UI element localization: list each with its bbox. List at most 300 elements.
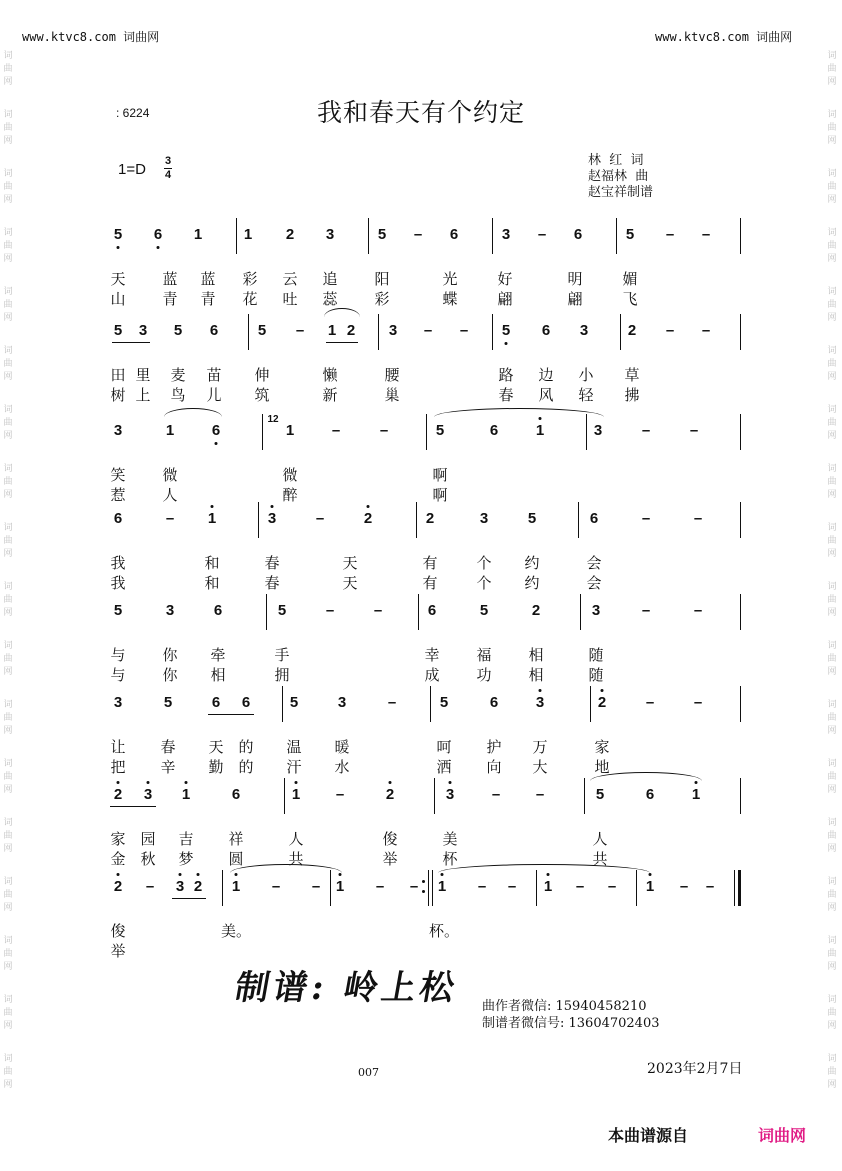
lyric-verse-1: 好 [497, 270, 513, 288]
note: – [641, 602, 651, 619]
barline [740, 502, 741, 538]
lyric-verse-1: 啊 [432, 466, 448, 484]
lyric-verse-1: 小 [578, 366, 594, 384]
note: – [295, 322, 305, 339]
side-watermark-glyph: 曲 [827, 477, 837, 487]
low-octave-dot [215, 442, 218, 445]
note: 1 [535, 422, 545, 439]
lyric-verse-1: 草 [624, 366, 640, 384]
octave-dot [117, 873, 120, 876]
side-watermark-glyph: 词 [827, 877, 837, 887]
side-watermark-glyph: 网 [827, 844, 837, 854]
lyric-verse-2: 飞 [622, 290, 638, 308]
side-watermark-right [824, 50, 840, 1112]
note: 2 [285, 226, 295, 243]
octave-dot [539, 417, 542, 420]
footer-brand-link[interactable]: 词曲网 [758, 1126, 807, 1145]
low-octave-dot [157, 246, 160, 249]
beam-underline [112, 342, 150, 343]
octave-dot [339, 873, 342, 876]
date: 2023年2月7日 [647, 1061, 743, 1077]
barline [430, 686, 431, 722]
tie-arc [434, 408, 604, 417]
octave-dot [601, 689, 604, 692]
lyric-verse-2: 筑 [254, 386, 270, 404]
side-watermark-glyph: 网 [3, 431, 13, 441]
lyric-verse-1: 呵 [436, 738, 452, 756]
note: – [315, 510, 325, 527]
barline [620, 314, 621, 350]
side-watermark-glyph: 网 [3, 254, 13, 264]
note: 6 [541, 322, 551, 339]
lyric-verse-2: 约 [524, 574, 540, 592]
octave-dot [197, 873, 200, 876]
lyric-verse-2: 鸟 [170, 386, 186, 404]
lyric-verse-1: 和 [204, 554, 220, 572]
note: 1 [691, 786, 701, 803]
lyric-verse-2: 新 [322, 386, 338, 404]
lyric-verse-2: 把 [110, 758, 126, 776]
lyric-verse-1: 家 [594, 738, 610, 756]
barline [578, 502, 579, 538]
lyric-verse-2: 上 [135, 386, 151, 404]
watermark-left: www.ktvc8.com 词曲网 [22, 30, 160, 44]
lyric-verse-1: 美 [442, 830, 458, 848]
lyric-verse-2: 巢 [384, 386, 400, 404]
lyric-verse-1: 笑 [110, 466, 126, 484]
side-watermark-glyph: 网 [827, 490, 837, 500]
barline [740, 778, 741, 814]
barline [262, 414, 263, 450]
side-watermark-glyph: 网 [827, 254, 837, 264]
lyric-verse-2: 惹 [110, 486, 126, 504]
note: 5 [257, 322, 267, 339]
note: 6 [489, 694, 499, 711]
time-signature [164, 156, 172, 181]
lyric-verse-2: 共 [592, 850, 608, 868]
lyric-verse-1: 蓝 [162, 270, 178, 288]
side-watermark-glyph: 网 [827, 726, 837, 736]
lyric-verse-1: 你 [162, 646, 178, 664]
note: – [409, 878, 419, 895]
barline [330, 870, 331, 906]
lyric-verse-1: 微 [282, 466, 298, 484]
lyric-verse-2: 举 [382, 850, 398, 868]
note: 3 [501, 226, 511, 243]
note: 5 [377, 226, 387, 243]
side-watermark-glyph: 词 [827, 818, 837, 828]
page-title: 我和春天有个约定 [316, 98, 525, 127]
beam-underline [326, 342, 358, 343]
side-watermark-glyph: 网 [827, 608, 837, 618]
lyric-verse-1: 人 [288, 830, 304, 848]
note: – [607, 878, 617, 895]
lyric-verse-1: 暖 [334, 738, 350, 756]
note: 2 [425, 510, 435, 527]
side-watermark-glyph: 词 [3, 110, 13, 120]
note: 1 [437, 878, 447, 895]
lyric-verse-2: 山 [110, 290, 126, 308]
side-watermark-glyph: 曲 [3, 772, 13, 782]
barline [616, 218, 617, 254]
note: 1 [165, 422, 175, 439]
lyric-verse-2: 功 [476, 666, 492, 684]
barline [248, 314, 249, 350]
side-watermark-glyph: 词 [827, 405, 837, 415]
side-watermark-glyph: 网 [827, 1021, 837, 1031]
side-watermark-glyph: 词 [827, 169, 837, 179]
note: – [645, 694, 655, 711]
side-watermark-glyph: 曲 [3, 831, 13, 841]
barline [580, 594, 581, 630]
lyric-verse-2: 大 [532, 758, 548, 776]
note: – [413, 226, 423, 243]
side-watermark-glyph: 网 [3, 372, 13, 382]
lyric-verse-1: 追 [322, 270, 338, 288]
note: 3 [579, 322, 589, 339]
note: – [641, 510, 651, 527]
lyric-verse-2: 啊 [432, 486, 448, 504]
side-watermark-glyph: 曲 [827, 300, 837, 310]
lyric-verse-2: 你 [162, 666, 178, 684]
side-watermark-glyph: 词 [3, 169, 13, 179]
lyric-verse-2: 相 [528, 666, 544, 684]
lyric-verse-1: 春 [160, 738, 176, 756]
side-watermark-glyph: 词 [3, 818, 13, 828]
lyric-verse-2: 梦 [178, 850, 194, 868]
lyric-verse-2: 勤 [208, 758, 224, 776]
side-watermark-glyph: 曲 [827, 1067, 837, 1077]
note: 6 [113, 510, 123, 527]
side-watermark-glyph: 词 [3, 582, 13, 592]
barline [740, 594, 741, 630]
note: 6 [573, 226, 583, 243]
note: 3 [143, 786, 153, 803]
note: 2 [627, 322, 637, 339]
lyric-verse-2: 和 [204, 574, 220, 592]
side-watermark-glyph: 曲 [3, 64, 13, 74]
side-watermark-glyph: 网 [3, 77, 13, 87]
lyric-verse-2: 树 [110, 386, 126, 404]
octave-dot [441, 873, 444, 876]
lyric-verse-1: 美。 [220, 922, 252, 940]
lyric-verse-1: 让 [110, 738, 126, 756]
note: 3 [479, 510, 489, 527]
credits [588, 153, 653, 201]
lyric-verse-2: 人 [162, 486, 178, 504]
note: 3 [138, 322, 148, 339]
lyric-verse-2: 儿 [206, 386, 222, 404]
side-watermark-glyph: 曲 [3, 477, 13, 487]
octave-dot [389, 781, 392, 784]
side-watermark-glyph: 曲 [3, 595, 13, 605]
lyric-verse-2: 天 [342, 574, 358, 592]
lyric-verse-2: 有 [422, 574, 438, 592]
lyric-verse-2: 成 [424, 666, 440, 684]
lyric-verse-1: 彩 [242, 270, 258, 288]
side-watermark-glyph: 词 [827, 287, 837, 297]
side-watermark-glyph: 网 [827, 77, 837, 87]
side-watermark-glyph: 曲 [827, 654, 837, 664]
lyric-verse-1: 吉 [178, 830, 194, 848]
lyric-verse-2: 青 [200, 290, 216, 308]
note: 2 [346, 322, 356, 339]
lyric-verse-1: 俊 [382, 830, 398, 848]
barline [740, 686, 741, 722]
side-watermark-glyph: 网 [827, 372, 837, 382]
note: – [641, 422, 651, 439]
lyric-verse-2: 吐 [282, 290, 298, 308]
side-watermark-glyph: 词 [3, 877, 13, 887]
octave-dot [547, 873, 550, 876]
lyric-verse-1: 有 [422, 554, 438, 572]
note: 1 [327, 322, 337, 339]
octave-dot [367, 505, 370, 508]
note: 5 [113, 602, 123, 619]
side-watermark-glyph: 曲 [827, 890, 837, 900]
note: – [379, 422, 389, 439]
barline [258, 502, 259, 538]
note: 6 [489, 422, 499, 439]
lyric-verse-1: 天 [208, 738, 224, 756]
footer-source: 本曲谱源自 [608, 1126, 689, 1145]
lyric-verse-1: 明 [567, 270, 583, 288]
lyric-verse-2: 彩 [374, 290, 390, 308]
octave-dot [271, 505, 274, 508]
side-watermark-glyph: 词 [827, 523, 837, 533]
lyric-verse-1: 微 [162, 466, 178, 484]
note: 3 [593, 422, 603, 439]
lyric-verse-2: 秋 [140, 850, 156, 868]
low-octave-dot [117, 246, 120, 249]
note: 6 [449, 226, 459, 243]
composer-wechat: 曲作者微信: 15940458210 [482, 999, 647, 1014]
side-watermark-glyph: 曲 [827, 595, 837, 605]
note: – [693, 510, 703, 527]
page-number: 007 [358, 1066, 379, 1079]
side-watermark-glyph: 词 [827, 51, 837, 61]
lyric-verse-1: 杯。 [428, 922, 460, 940]
octave-dot [539, 689, 542, 692]
note: – [423, 322, 433, 339]
barline [434, 778, 435, 814]
lyric-verse-2: 与 [110, 666, 126, 684]
note: – [537, 226, 547, 243]
lyric-verse-1: 光 [442, 270, 458, 288]
lyric-verse-2: 春 [498, 386, 514, 404]
side-watermark-glyph: 曲 [3, 949, 13, 959]
side-watermark-glyph: 网 [3, 313, 13, 323]
lyric-verse-2: 向 [486, 758, 502, 776]
lyric-verse-2: 我 [110, 574, 126, 592]
side-watermark-glyph: 曲 [827, 64, 837, 74]
time-sig-top: 3 [164, 155, 172, 167]
side-watermark-glyph: 网 [827, 549, 837, 559]
side-watermark-glyph: 曲 [3, 241, 13, 251]
note: 3 [325, 226, 335, 243]
side-watermark-glyph: 词 [827, 995, 837, 1005]
lyric-verse-1: 懒 [322, 366, 338, 384]
side-watermark-glyph: 词 [827, 700, 837, 710]
note: – [387, 694, 397, 711]
side-watermark-glyph: 网 [827, 1080, 837, 1090]
octave-dot [185, 781, 188, 784]
lyric-verse-2: 翩 [497, 290, 513, 308]
lyric-verse-1: 随 [588, 646, 604, 664]
side-watermark-glyph: 曲 [3, 713, 13, 723]
barline [236, 218, 237, 254]
octave-dot [295, 781, 298, 784]
lyric-verse-1: 会 [586, 554, 602, 572]
side-watermark-glyph: 曲 [827, 831, 837, 841]
barline [584, 778, 585, 814]
note: 6 [211, 694, 221, 711]
side-watermark-glyph: 词 [3, 464, 13, 474]
note: 2 [113, 878, 123, 895]
side-watermark-glyph: 曲 [3, 182, 13, 192]
note: – [311, 878, 321, 895]
lyric-verse-2: 杯 [442, 850, 458, 868]
side-watermark-glyph: 曲 [827, 713, 837, 723]
barline [426, 414, 427, 450]
barline [492, 314, 493, 350]
lyric-verse-2: 醉 [282, 486, 298, 504]
side-watermark-glyph: 网 [3, 903, 13, 913]
side-watermark-glyph: 网 [827, 785, 837, 795]
lyric-verse-1: 约 [524, 554, 540, 572]
note: 1 [543, 878, 553, 895]
note: – [165, 510, 175, 527]
side-watermark-glyph: 曲 [3, 359, 13, 369]
note: 3 [337, 694, 347, 711]
note: 3 [113, 422, 123, 439]
lyric-verse-2: 汗 [286, 758, 302, 776]
note: – [335, 786, 345, 803]
lyric-verse-1: 春 [264, 554, 280, 572]
side-watermark-glyph: 曲 [827, 241, 837, 251]
barline [590, 686, 591, 722]
composer: 赵福林 曲 [588, 169, 649, 184]
lyric-verse-1: 路 [498, 366, 514, 384]
lyric-verse-1: 伸 [254, 366, 270, 384]
lyric-verse-2: 个 [476, 574, 492, 592]
note: 1 [285, 422, 295, 439]
lyric-verse-2: 轻 [578, 386, 594, 404]
side-watermark-glyph: 词 [3, 51, 13, 61]
side-watermark-glyph: 网 [3, 490, 13, 500]
note: – [535, 786, 545, 803]
beam-underline [172, 898, 206, 899]
lyric-verse-1: 腰 [384, 366, 400, 384]
side-watermark-glyph: 网 [827, 667, 837, 677]
note: – [325, 602, 335, 619]
note: – [145, 878, 155, 895]
barline [368, 218, 369, 254]
note: 3 [175, 878, 185, 895]
note: 3 [591, 602, 601, 619]
lyric-verse-1: 里 [135, 366, 151, 384]
note: 6 [231, 786, 241, 803]
note: 6 [209, 322, 219, 339]
note: 5 [479, 602, 489, 619]
side-watermark-glyph: 词 [3, 228, 13, 238]
barline [378, 314, 379, 350]
lyric-verse-2: 共 [288, 850, 304, 868]
side-watermark-glyph: 网 [827, 195, 837, 205]
lyric-verse-1: 手 [274, 646, 290, 664]
song-id: : 6224 [116, 106, 150, 120]
note: – [705, 878, 715, 895]
side-watermark-glyph: 词 [3, 1054, 13, 1064]
low-octave-dot [505, 342, 508, 345]
lyric-verse-2: 青 [162, 290, 178, 308]
note: 2 [193, 878, 203, 895]
note: – [459, 322, 469, 339]
octave-dot [211, 505, 214, 508]
note: 6 [645, 786, 655, 803]
note: 5 [289, 694, 299, 711]
side-watermark-glyph: 曲 [827, 123, 837, 133]
lyric-verse-1: 护 [486, 738, 502, 756]
side-watermark-glyph: 网 [3, 844, 13, 854]
side-watermark-glyph: 词 [3, 759, 13, 769]
barline [536, 870, 537, 906]
lyric-verse-1: 个 [476, 554, 492, 572]
lyric-verse-1: 天 [110, 270, 126, 288]
side-watermark-glyph: 词 [3, 700, 13, 710]
barline [416, 502, 417, 538]
side-watermark-glyph: 网 [3, 962, 13, 972]
lyric-verse-2: 春 [264, 574, 280, 592]
note: 2 [363, 510, 373, 527]
note: 6 [427, 602, 437, 619]
lyric-verse-2: 拥 [274, 666, 290, 684]
note: 1 [645, 878, 655, 895]
side-watermark-glyph: 曲 [827, 182, 837, 192]
note: 1 [181, 786, 191, 803]
lyric-verse-2: 拂 [624, 386, 640, 404]
key-signature: 1=D [118, 161, 146, 178]
lyric-verse-1: 人 [592, 830, 608, 848]
note: – [693, 694, 703, 711]
note: – [271, 878, 281, 895]
side-watermark-glyph: 网 [3, 1021, 13, 1031]
tie-arc [230, 864, 342, 873]
side-watermark-glyph: 网 [827, 903, 837, 913]
side-watermark-glyph: 曲 [3, 123, 13, 133]
note: – [701, 226, 711, 243]
note: – [689, 422, 699, 439]
note: 6 [211, 422, 221, 439]
note: 1 [231, 878, 241, 895]
note: 12 [267, 414, 279, 425]
side-watermark-left [0, 50, 16, 1112]
arranger-wechat: 制谱者微信号: 13604702403 [482, 1016, 660, 1031]
lyric-verse-1: 天 [342, 554, 358, 572]
lyric-verse-2: 洒 [436, 758, 452, 776]
note: 6 [241, 694, 251, 711]
note: 3 [535, 694, 545, 711]
note: 1 [193, 226, 203, 243]
note: – [507, 878, 517, 895]
side-watermark-glyph: 词 [827, 110, 837, 120]
barline [428, 870, 429, 906]
lyric-verse-1: 福 [476, 646, 492, 664]
arranger: 赵宝祥制谱 [588, 185, 654, 200]
side-watermark-glyph: 网 [827, 313, 837, 323]
note: – [665, 322, 675, 339]
note: 1 [243, 226, 253, 243]
